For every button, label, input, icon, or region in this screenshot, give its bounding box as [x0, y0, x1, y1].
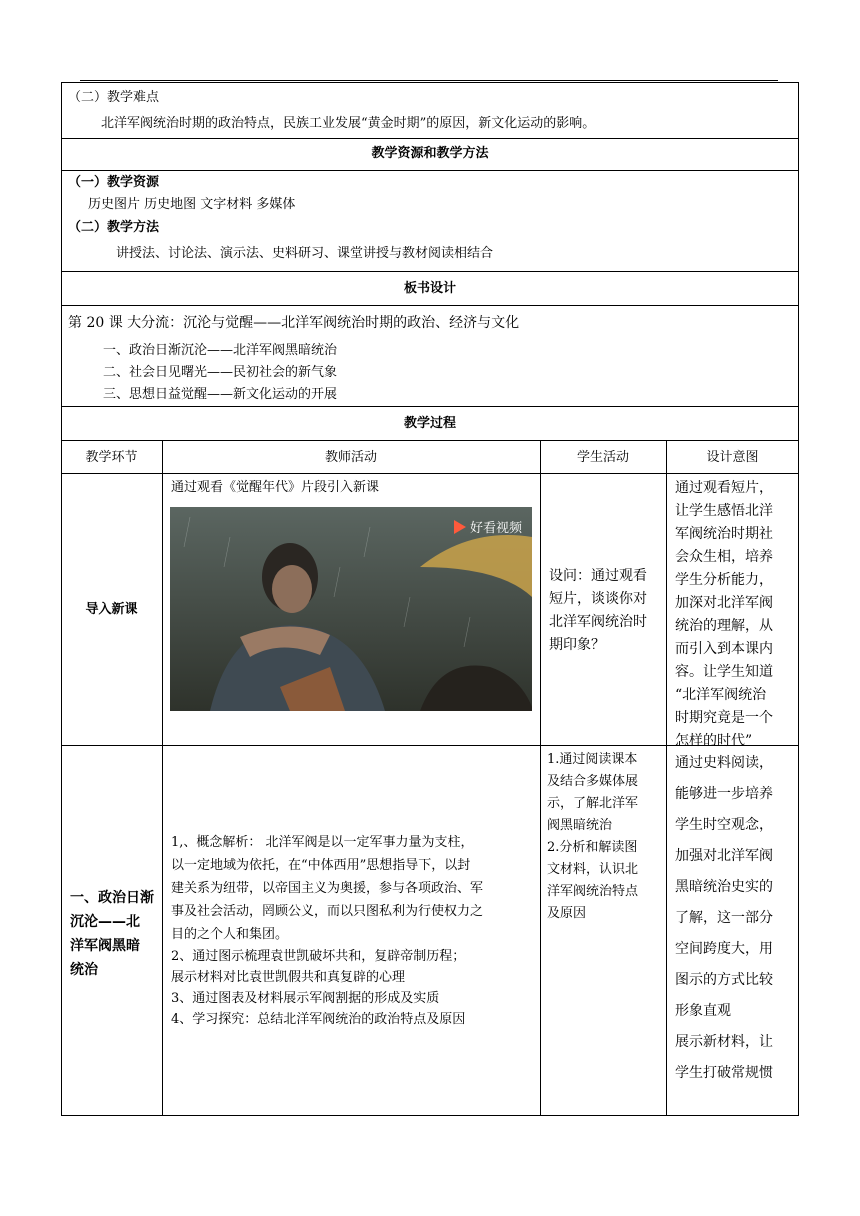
header-intent: 设计意图 [706, 450, 759, 465]
header-stage: 教学环节 [85, 450, 138, 465]
intent-intro: 通过观看短片， 让学生感悟北洋 军阀统治时期社 会众生相，培养 学生分析能力， 加深对北洋军阀 统治的理解，从 而引入到本课内 容。让学生知道 “北洋军阀统治 时期究竟是一个 怎样的时代” [675, 480, 773, 749]
col-divider [540, 440, 541, 1116]
video-thumbnail[interactable] [170, 507, 532, 711]
teacher-intro: 通过观看《觉醒年代》片段引入新课 [171, 480, 380, 495]
difficulty-heading: （二）教学难点 [68, 90, 160, 105]
row-divider [61, 138, 799, 139]
row-divider [61, 406, 799, 407]
methods-subheading: （二）教学方法 [68, 220, 160, 235]
header-teacher: 教师活动 [324, 450, 377, 465]
stage-politics: 一、政治日渐 沉沦——北 洋军阀黑暗 统治 [70, 890, 154, 978]
student-intro: 设问：通过观看 短片，谈谈你对 北洋军阀统治时 期印象？ [549, 568, 647, 653]
video-scene [170, 507, 532, 711]
board-point: 二、社会日见曙光——民初社会的新气象 [103, 365, 338, 380]
row-divider [61, 170, 799, 171]
student-politics: 1.通过阅读课本 及结合多媒体展 示，了解北洋军 阀黑暗统治 2.分析和解读图 文材料，认识北 洋军阀统治特点 及原因 [547, 752, 639, 921]
header-student: 学生活动 [576, 450, 629, 465]
difficulty-text: 北洋军阀统治时期的政治特点，民族工业发展“黄金时期”的原因，新文化运动的影响。 [101, 116, 596, 131]
process-title: 教学过程 [403, 416, 456, 431]
resources-title: 教学资源和教学方法 [371, 146, 489, 161]
teacher-politics: 1,、概念解析： 北洋军阀是以一定军事力量为支柱， 以一定地域为依托，在“中体西用”思想指导下，以封 建关系为纽带，以帝国主义为奥援，参与各项政治、军 事及社会活动，罔顾公义，而以只图私利为行使权力之 目的之个人和集团。 2、通过图示梳理袁世凯破坏共和，复辟帝制历程； 展示材料对比袁世凯假共和真复辟的心理 3、通过图表及材料展示军阀割据的形成及实质 4、学习探究：总结北洋军阀统治的政治特点及原因 [171, 835, 484, 1027]
row-divider [61, 305, 799, 306]
methods-list: 讲授法、讨论法、演示法、史料研习、课堂讲授与教材阅读相结合 [116, 246, 494, 261]
row-divider [61, 440, 799, 441]
row-divider [61, 473, 799, 474]
board-point: 三、思想日益觉醒——新文化运动的开展 [103, 387, 338, 402]
col-divider [162, 440, 163, 1116]
board-point: 一、政治日渐沉沦——北洋军阀黑暗统治 [103, 343, 338, 358]
video-logo-text: 好看视频 [469, 521, 522, 536]
stage-intro: 导入新课 [85, 602, 138, 617]
resources-subheading: （一）教学资源 [68, 175, 160, 190]
header-rule [80, 80, 778, 81]
col-divider [666, 440, 667, 1116]
play-logo-icon [454, 520, 466, 534]
intent-politics: 通过史料阅读， 能够进一步培养 学生时空观念， 加强对北洋军阀 黑暗统治史实的 了解，这一部分 空间跨度大，用 图示的方式比较 形象直观 展示新材料，让 学生打破常规惯 [675, 755, 773, 1081]
video-logo [454, 517, 522, 536]
row-divider [61, 271, 799, 272]
resources-list: 历史图片 历史地图 文字材料 多媒体 [88, 197, 296, 212]
board-lesson: 第 20 课 大分流：沉沦与觉醒——北洋军阀统治时期的政治、经济与文化 [68, 315, 520, 331]
board-title: 板书设计 [403, 281, 456, 296]
